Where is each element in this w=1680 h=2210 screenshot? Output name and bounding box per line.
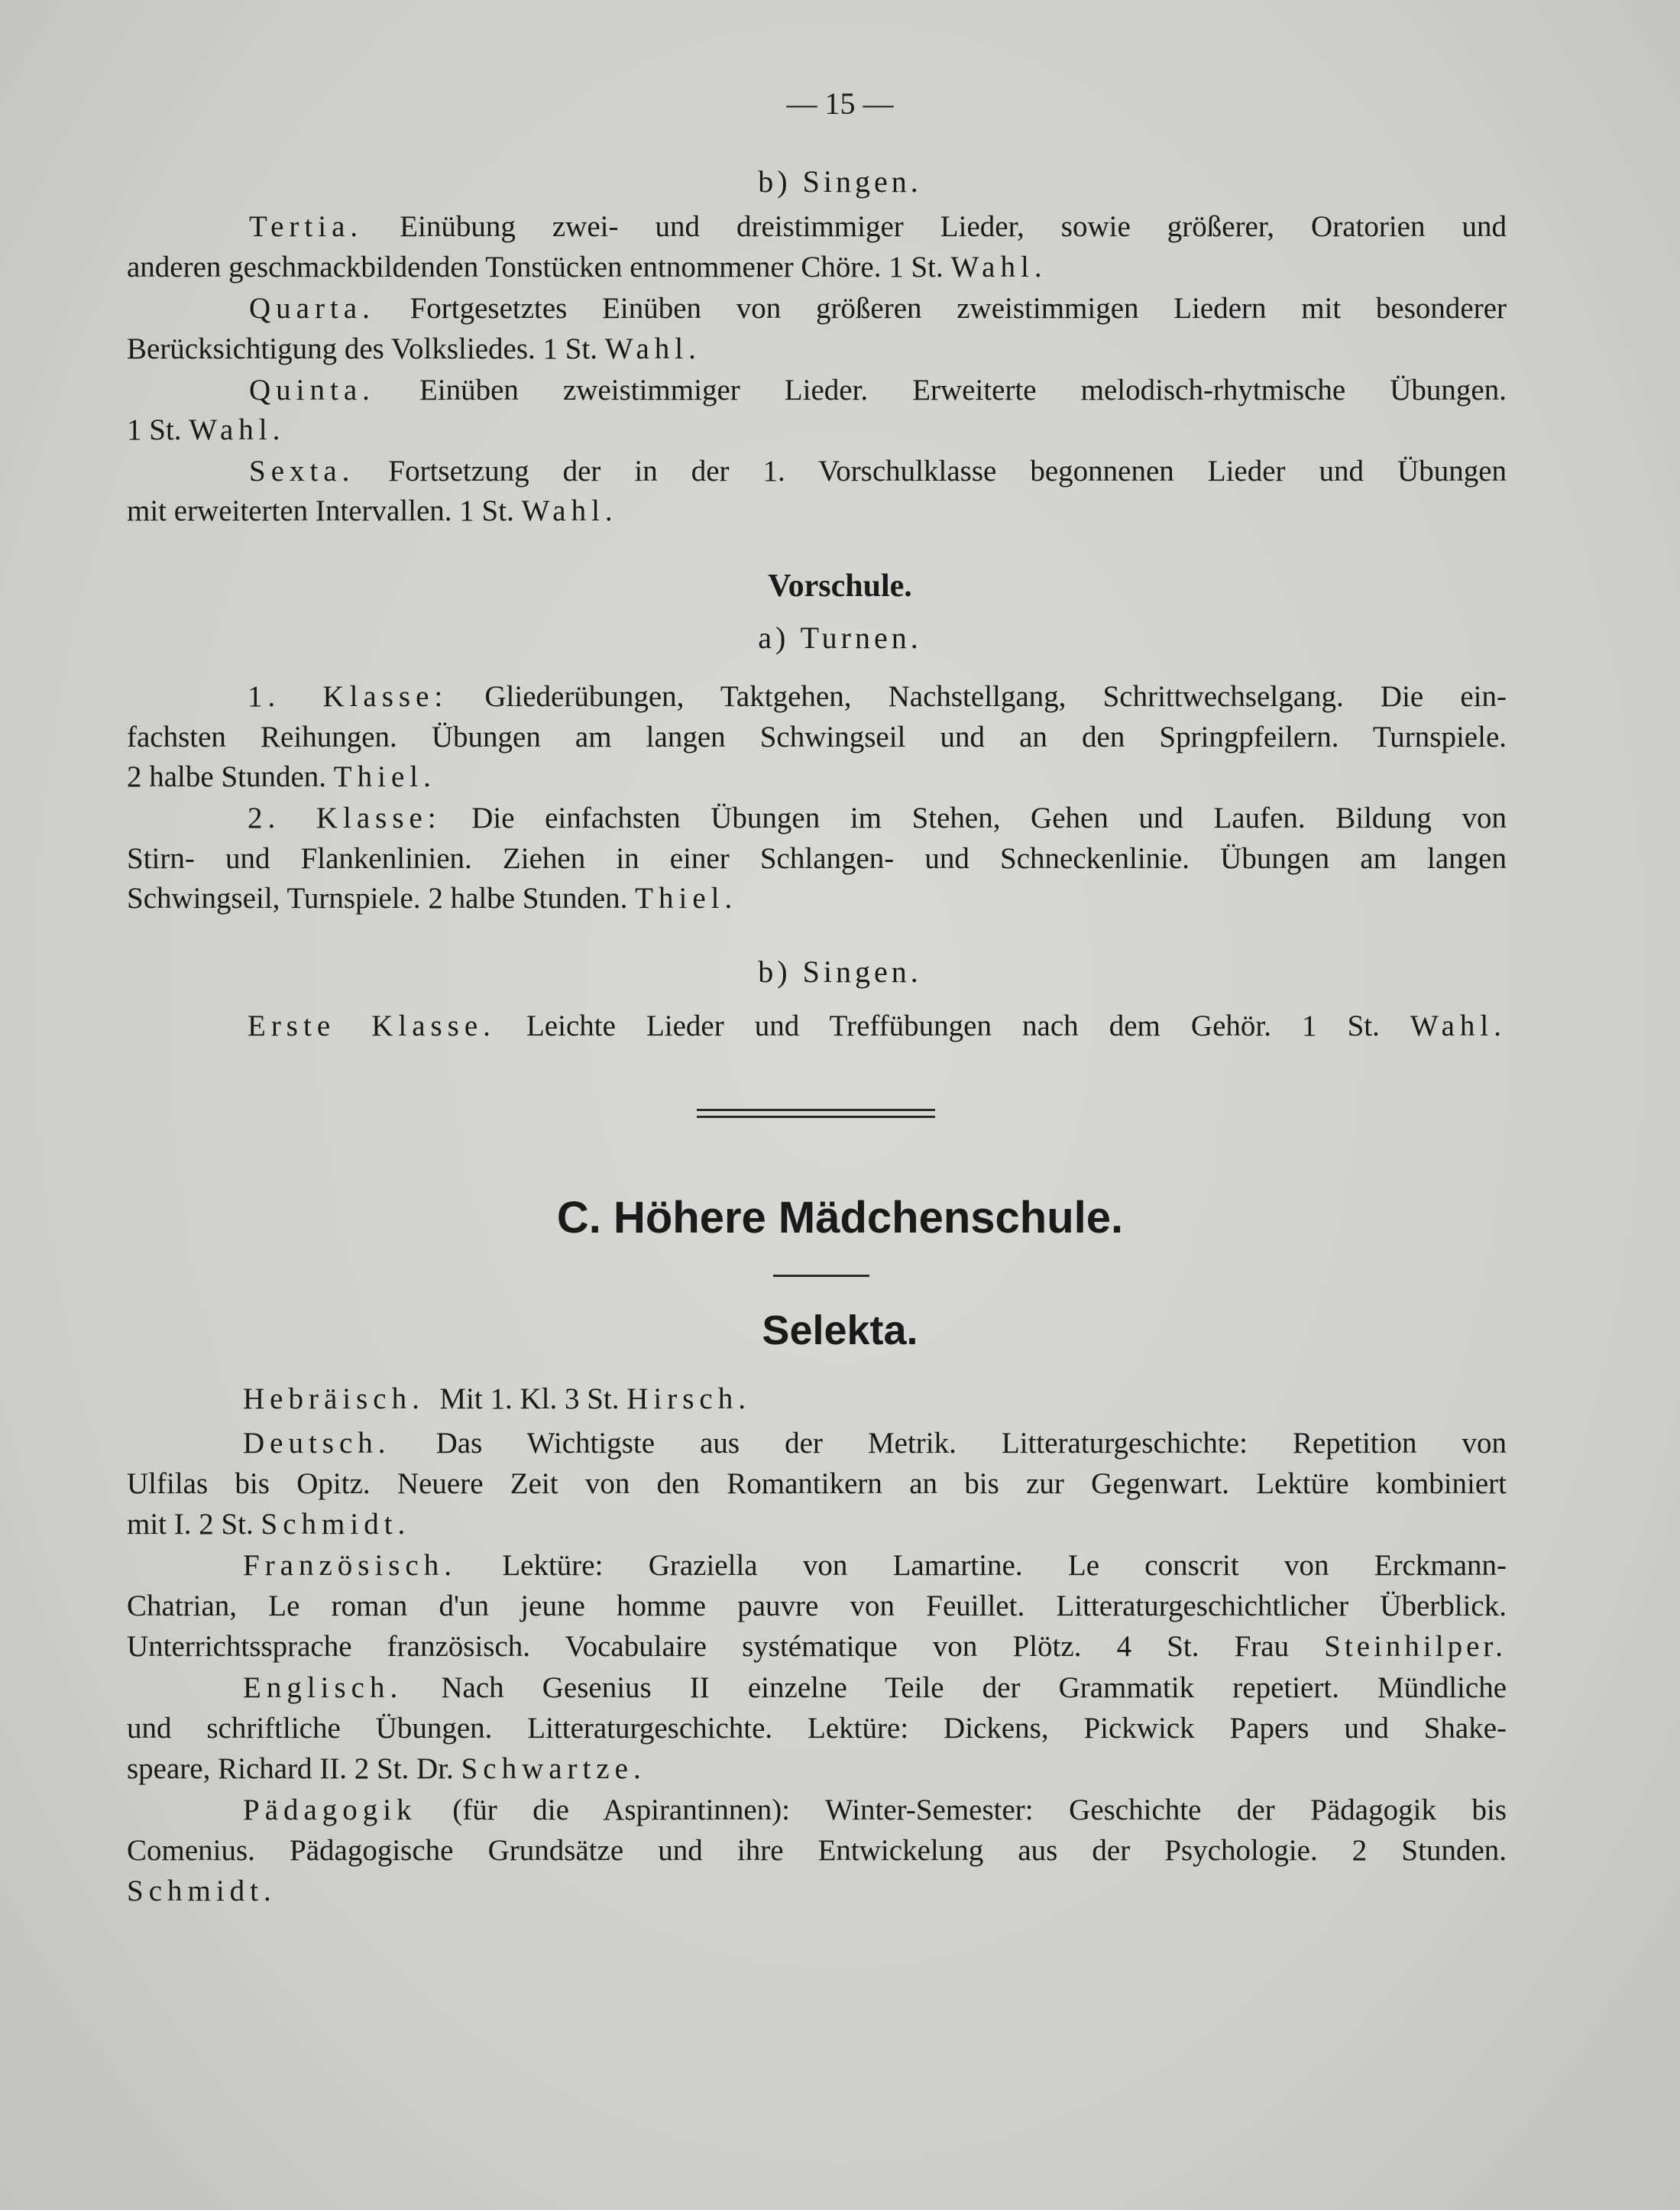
- deutsch-line-2: Ulfilas bis Opitz. Neuere Zeit von den Romantikern an bis zur Gegenwart. Lektüre kombiniert: [127, 1467, 1507, 1500]
- erste-klasse-line: [127, 1009, 1507, 1044]
- quinta-cont: 1 St.: [127, 413, 189, 446]
- franzoesisch-label: Französisch.: [243, 1549, 458, 1582]
- klasse1-line-3: [127, 760, 1507, 795]
- franzoesisch-line-2: Chatrian, Le roman d'un jeune homme pauvre von Feuillet. Litteraturgeschichtlicher Überblick.: [127, 1589, 1507, 1622]
- section-title: C. Höhere Mädchenschule.: [556, 1193, 1124, 1243]
- klasse2-label: 2. Klasse:: [248, 802, 442, 834]
- sexta-cont: mit erweiterten Intervallen. 1 St.: [127, 494, 522, 527]
- tertia-line-2: [127, 250, 1507, 285]
- englisch-label: Englisch.: [243, 1671, 403, 1704]
- englisch-line-1: [127, 1670, 1507, 1706]
- erste-klasse-teacher: Wahl.: [1410, 1009, 1507, 1042]
- deutsch-line-1: [127, 1426, 1507, 1461]
- sexta-line-2: [127, 494, 1507, 529]
- franzoesisch-line-3: [127, 1629, 1507, 1664]
- turnen-heading: a) Turnen.: [758, 621, 922, 655]
- quarta-text: Fortgesetztes Einüben von größeren zweistimmigen Liedern mit besonderer: [409, 292, 1507, 325]
- klasse2-line-2: Stirn- und Flankenlinien. Ziehen in einer Schlangen- und Schneckenlinie. Übungen am langen: [127, 842, 1507, 875]
- paedagogik-line-3: [127, 1874, 1507, 1909]
- quarta-teacher: Wahl.: [604, 332, 701, 365]
- erste-klasse-text: Leichte Lieder und Treffübungen nach dem Gehör. 1 St.: [526, 1009, 1410, 1042]
- deutsch-label: Deutsch.: [243, 1427, 391, 1460]
- quarta-line-1: [127, 291, 1507, 326]
- quinta-label: Quinta.: [249, 374, 375, 407]
- tertia-teacher: Wahl.: [950, 251, 1047, 284]
- klasse1-text-3: 2 halbe Stunden.: [127, 760, 334, 793]
- quinta-text: Einüben zweistimmiger Lieder. Erweiterte melodisch-rhytmische Übungen.: [419, 374, 1507, 407]
- singen-heading: b) Singen.: [758, 164, 922, 199]
- quinta-teacher: Wahl.: [189, 413, 286, 446]
- paedagogik-teacher: Schmidt.: [127, 1875, 277, 1907]
- sexta-line-1: [127, 454, 1507, 489]
- hebraeisch-label: Hebräisch.: [243, 1382, 425, 1415]
- tertia-cont: anderen geschmackbildenden Tonstücken entnommener Chöre. 1 St.: [127, 251, 951, 284]
- hebraeisch-text: Mit 1. Kl. 3 St.: [439, 1382, 627, 1415]
- englisch-text-3: speare, Richard II. 2 St. Dr.: [127, 1752, 461, 1785]
- englisch-line-3: [127, 1751, 1507, 1787]
- selekta-heading: Selekta.: [762, 1308, 918, 1353]
- page-number: — 15 —: [786, 86, 894, 121]
- franzoesisch-teacher: Steinhilper.: [1324, 1630, 1507, 1663]
- vorschule-heading: Vorschule.: [768, 569, 912, 604]
- quinta-line-2: [127, 413, 1507, 448]
- quinta-line-1: [127, 373, 1507, 408]
- tertia-text: Einübung zwei- und dreistimmiger Lieder, sowie größerer, Oratorien und: [400, 210, 1507, 243]
- klasse2-teacher: Thiel.: [635, 882, 738, 915]
- double-rule-top: [697, 1109, 935, 1111]
- sexta-label: Sexta.: [249, 455, 355, 488]
- paedagogik-line-1: [127, 1793, 1507, 1828]
- paedagogik-line-2: Comenius. Pädagogische Grundsätze und ihre Entwickelung aus der Psychologie. 2 Stunden.: [127, 1834, 1507, 1867]
- quarta-label: Quarta.: [249, 292, 375, 325]
- hebraeisch-line: [127, 1382, 1507, 1417]
- vorschule-singen-heading: b) Singen.: [758, 954, 922, 989]
- klasse1-line-1: [127, 679, 1507, 715]
- deutsch-text-1: Das Wichtigste aus der Metrik. Litteraturgeschichte: Repetition von: [435, 1427, 1507, 1460]
- paedagogik-text-1: (für die Aspirantinnen): Winter-Semester: Geschichte der Pädagogik bis: [452, 1794, 1507, 1826]
- deutsch-line-3: [127, 1507, 1507, 1542]
- klasse2-line-3: [127, 881, 1507, 916]
- hebraeisch-teacher: Hirsch.: [626, 1382, 751, 1415]
- klasse2-text-1: Die einfachsten Übungen im Stehen, Gehen und Laufen. Bildung von: [471, 802, 1507, 834]
- tertia-line-1: [127, 209, 1507, 245]
- tertia-label: Tertia.: [249, 210, 364, 243]
- franzoesisch-line-1: [127, 1548, 1507, 1583]
- klasse2-text-3: Schwingseil, Turnspiele. 2 halbe Stunden.: [127, 882, 636, 915]
- englisch-text-1: Nach Gesenius II einzelne Teile der Grammatik repetiert. Mündliche: [441, 1671, 1507, 1704]
- klasse1-line-2: fachsten Reihungen. Übungen am langen Schwingseil und an den Springpfeilern. Turnspiele.: [127, 721, 1507, 753]
- klasse1-text-1: Gliederübungen, Taktgehen, Nachstellgang, Schrittwechselgang. Die ein-: [484, 680, 1507, 713]
- deutsch-text-3: mit I. 2 St.: [127, 1508, 261, 1541]
- klasse2-line-1: [127, 801, 1507, 836]
- deutsch-teacher: Schmidt.: [261, 1508, 411, 1541]
- quarta-line-2: [127, 332, 1507, 367]
- quarta-cont: Berücksichtigung des Volksliedes. 1 St.: [127, 332, 605, 365]
- sexta-text: Fortsetzung der in der 1. Vorschulklasse begonnenen Lieder und Übungen: [388, 455, 1507, 488]
- franzoesisch-text-3: Unterrichtssprache französisch. Vocabulaire systématique von Plötz. 4 St. Frau: [127, 1630, 1325, 1663]
- franzoesisch-text-1: Lektüre: Graziella von Lamartine. Le conscrit von Erckmann-: [502, 1549, 1507, 1582]
- englisch-line-2: und schriftliche Übungen. Litteraturgeschichte. Lektüre: Dickens, Pickwick Papers und Shake-: [127, 1712, 1507, 1745]
- short-rule: [773, 1275, 869, 1277]
- klasse1-label: 1. Klasse:: [248, 680, 448, 713]
- erste-klasse-label: Erste Klasse.: [248, 1009, 496, 1042]
- klasse1-teacher: Thiel.: [333, 760, 436, 793]
- double-rule-bottom: [697, 1116, 935, 1118]
- paedagogik-label: Pädagogik: [243, 1794, 417, 1826]
- englisch-teacher: Schwartze.: [461, 1752, 646, 1785]
- sexta-teacher: Wahl.: [521, 494, 618, 527]
